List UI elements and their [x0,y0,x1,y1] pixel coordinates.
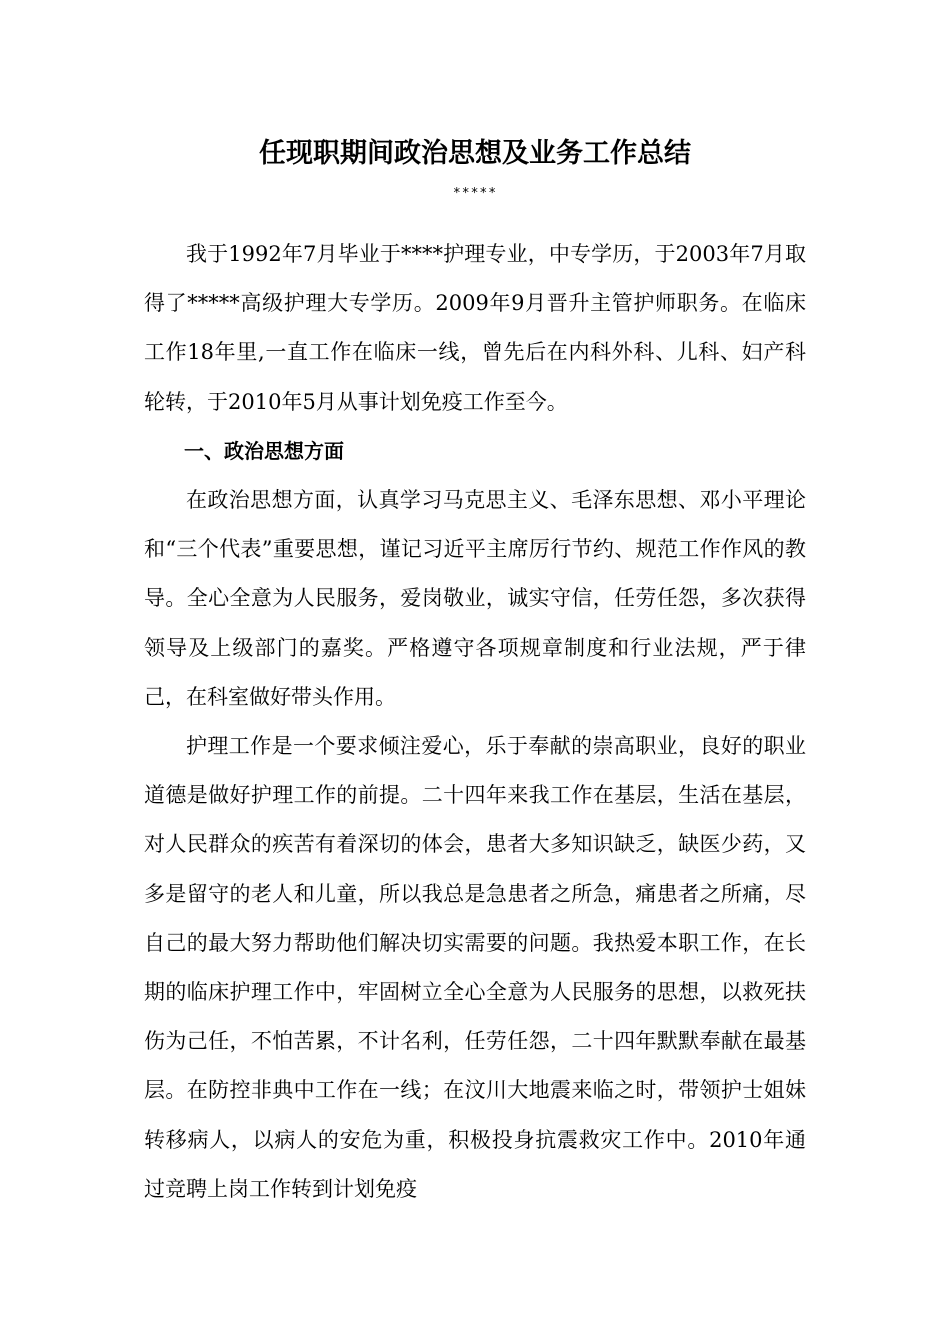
paragraph-political-thought: 在政治思想方面，认真学习马克思主义、毛泽东思想、邓小平理论和“三个代表”重要思想，谨记习近平主席厉行节约、规范工作作风的教导。全心全意为人民服务，爱岗敬业，诚实守信，任劳任怨，多次获得领导及上级部门的嘉奖。严格遵守各项规章制度和行业法规，严于律己，在科室做好带头作用。 [144,488,806,709]
document-body [144,230,806,1214]
document-author: ***** [452,186,498,201]
document-title: 任现职期间政治思想及业务工作总结 [259,138,691,169]
section-heading-political: 一、政治思想方面 [184,438,344,463]
paragraph-nursing-work: 护理工作是一个要求倾注爱心，乐于奉献的崇高职业，良好的职业道德是做好护理工作的前提。二十四年来我工作在基层，生活在基层，对人民群众的疾苦有着深切的体会，患者大多知识缺乏，缺医少药，又多是留守的老人和儿童，所以我总是急患者之所急，痛患者之所痛，尽自己的最大努力帮助他们解决切实需要的问题。我热爱本职工作，在长期的临床护理工作中，牢固树立全心全意为人民服务的思想，以救死扶伤为己任，不怕苦累，不计名利，任劳任怨，二十四年默默奉献在最基层。在防控非典中工作在一线；在汶川大地震来临之时，带领护士姐妹转移病人，以病人的安危为重，积极投身抗震救灾工作中。2010年通过竞聘上岗工作转到计划免疫 [144,734,806,1201]
paragraph-intro: 我于1992年7月毕业于****护理专业，中专学历，于2003年7月取得了*****高级护理大专学历。2009年9月晋升主管护师职务。在临床工作18年里,一直工作在临床一线，曾先后在内科外科、儿科、妇产科轮转，于2010年5月从事计划免疫工作至今。 [144,242,806,414]
